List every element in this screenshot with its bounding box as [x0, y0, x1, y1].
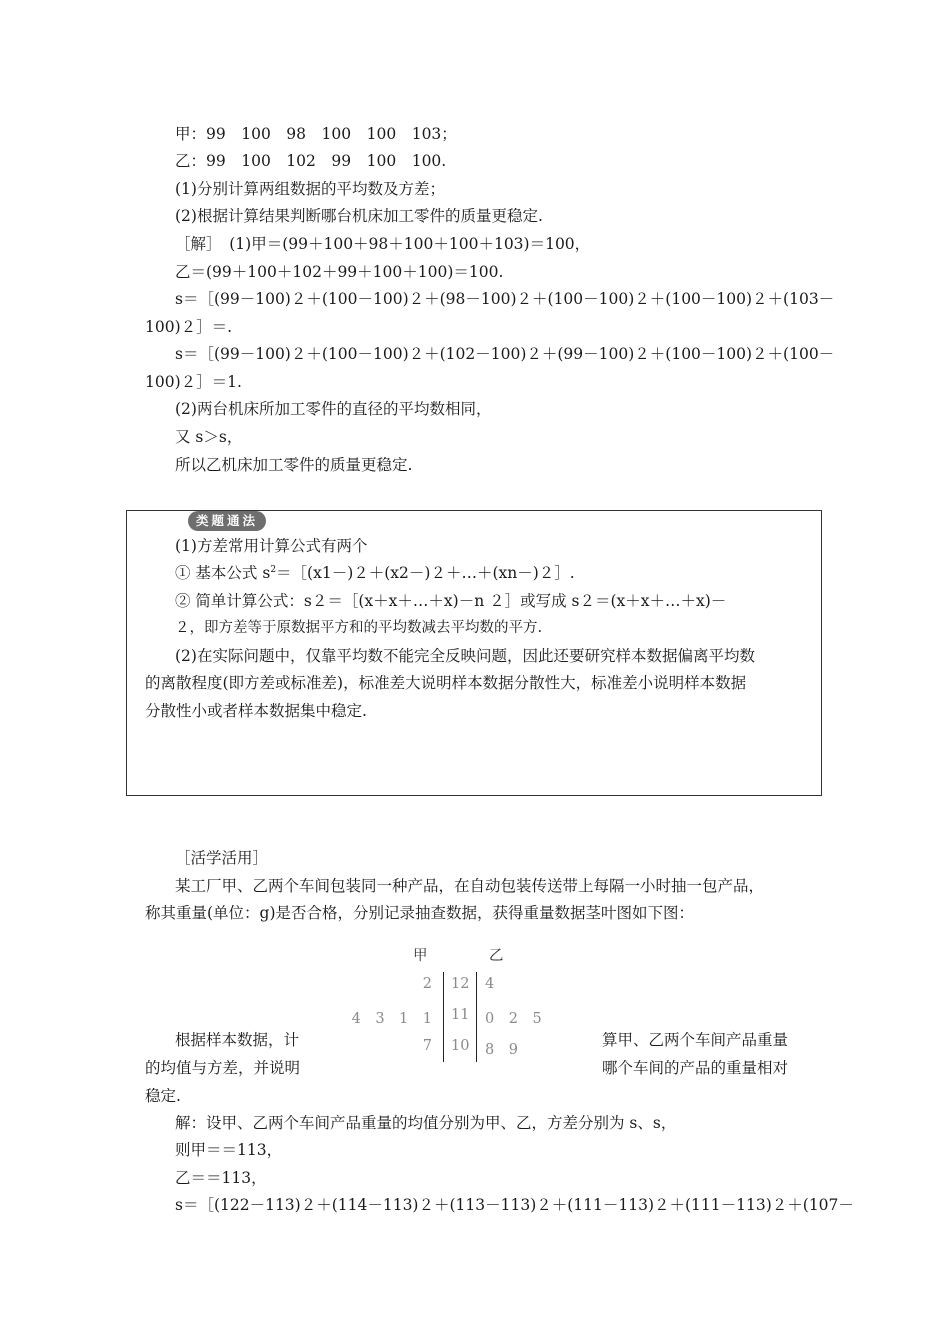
data-yi: 乙：99 100 102 99 100 100. [175, 152, 447, 170]
solution-line-4a: s＝［(99－100)２＋(100－100)２＋(102－100)２＋(99－100)２＋(100－100)２＋(100－ [175, 345, 835, 363]
stem-leaf-divider-right [476, 972, 477, 1062]
solution-line-3a: s＝［(99－100)２＋(100－100)２＋(98－100)２＋(100－100)２＋(100－100)２＋(103－ [175, 290, 835, 308]
method-line-6: 的离散程度(即方差或标准差)，标准差大说明样本数据分散性大，标准差小说明样本数据 [145, 674, 747, 692]
stem-leaf-head-yi: 乙 [489, 948, 504, 964]
practice-left-1: 根据样本数据，计 [175, 1031, 300, 1049]
practice-para-2: 称其重量(单位：g)是否合格，分别记录抽查数据，获得重量数据茎叶图如下图： [145, 904, 695, 922]
question-1: (1)分别计算两组数据的平均数及方差； [175, 180, 445, 198]
solution-line-5: (2)两台机床所加工零件的直径的平均数相同， [175, 400, 492, 418]
stem-leaf-row-2-stem: 11 [451, 1007, 470, 1023]
stem-leaf-row-2-left: 4 3 1 1 [351, 1011, 432, 1027]
practice-sol-3: 乙＝＝113， [175, 1169, 267, 1187]
practice-heading: ［活学活用］ [175, 849, 269, 867]
stem-leaf-row-2-right: 0 2 5 [485, 1011, 542, 1027]
practice-left-2: 的均值与方差，并说明 [145, 1059, 301, 1077]
data-jia: 甲：99 100 98 100 100 103； [175, 125, 457, 143]
practice-para-1: 某工厂甲、乙两个车间包装同一种产品，在自动包装传送带上每隔一小时抽一包产品， [175, 877, 765, 895]
solution-line-7: 所以乙机床加工零件的质量更稳定. [175, 456, 413, 474]
solution-line-1: ［解］ (1)甲＝(99＋100＋98＋100＋100＋103)＝100， [175, 235, 591, 253]
method-line-4: ２，即方差等于原数据平方和的平均数减去平均数的平方. [175, 620, 543, 636]
stem-leaf-row-3-right: 8 9 [485, 1042, 518, 1058]
method-line-7: 分散性小或者样本数据集中稳定. [145, 702, 367, 720]
question-2: (2)根据计算结果判断哪台机床加工零件的质量更稳定. [175, 207, 543, 225]
stem-leaf-row-3-stem: 10 [451, 1038, 470, 1054]
stem-leaf-row-1-right: 4 [485, 976, 495, 992]
practice-left-3: 稳定. [145, 1087, 181, 1105]
solution-line-4b: 100)２］＝1. [145, 373, 242, 391]
practice-right-1: 算甲、乙两个车间产品重量 [602, 1031, 789, 1049]
method-line-2: ① 基本公式 $s^2=[(x1-)2+(x2-)2+\dots+(xn-)2]$. [175, 564, 575, 582]
practice-right-2: 哪个车间的产品的重量相对 [602, 1059, 789, 1077]
method-line-3: ② 简单计算公式：s２＝［(x＋x＋…＋x)－n ２］或写成 s２＝(x＋x＋…＋x)－ [175, 592, 727, 610]
stem-leaf-row-1-stem: 12 [451, 976, 470, 992]
stem-leaf-head-jia: 甲 [413, 948, 428, 964]
stem-leaf-row-1-left: 2 [422, 976, 432, 992]
stem-leaf-divider-left [443, 972, 444, 1062]
method-line-5: (2)在实际问题中，仅靠平均数不能完全反映问题，因此还要研究样本数据偏离平均数 [175, 647, 755, 665]
solution-line-6: 又 s＞s， [175, 428, 243, 446]
practice-sol-1: 解：设甲、乙两个车间产品重量的均值分别为甲、乙，方差分别为 s、s， [175, 1114, 677, 1132]
method-line-1: (1)方差常用计算公式有两个 [175, 537, 368, 555]
solution-line-2: 乙＝(99＋100＋102＋99＋100＋100)＝100. [175, 263, 504, 281]
solution-line-3b: 100)２］＝. [145, 318, 233, 336]
method-badge: 类题通法 [188, 511, 266, 531]
practice-sol-4: s＝［(122－113)２＋(114－113)２＋(113－113)２＋(111－113)２＋(111－113)２＋(107－ [175, 1196, 854, 1214]
stem-leaf-row-3-left: 7 [422, 1038, 432, 1054]
practice-sol-2: 则甲＝＝113， [175, 1141, 283, 1159]
